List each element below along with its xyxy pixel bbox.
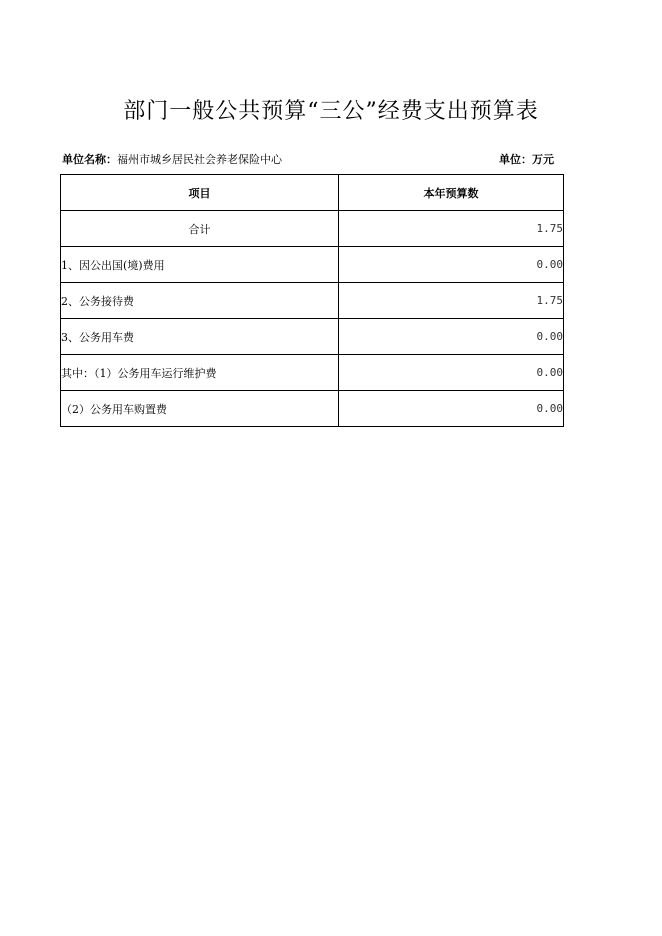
row-value-vehicle-maintenance: 0.00: [339, 355, 564, 391]
currency-unit: [499, 151, 554, 167]
table-row: [61, 391, 564, 427]
row-item-vehicle-purchase: （2）公务用车购置费: [61, 391, 339, 427]
budget-table: [60, 174, 564, 427]
row-value-reception: 1.75: [339, 283, 564, 319]
unit-name: [62, 151, 282, 167]
row-value-vehicle: 0.00: [339, 319, 564, 355]
table-header-row: [61, 175, 564, 211]
currency-unit-value: 万元: [532, 153, 554, 166]
row-item-reception: 2、公务接待费: [61, 283, 339, 319]
unit-name-value: 福州市城乡居民社会养老保险中心: [117, 153, 282, 166]
row-item-vehicle-maintenance: 其中：（1）公务用车运行维护费: [61, 355, 339, 391]
table-row: [61, 211, 564, 247]
row-value-overseas: 0.00: [339, 247, 564, 283]
column-header-item: 项目: [61, 175, 339, 211]
row-item-overseas: 1、因公出国(境)费用: [61, 247, 339, 283]
unit-name-label: 单位名称：: [62, 153, 117, 166]
table-row: [61, 283, 564, 319]
row-item-vehicle: 3、公务用车费: [61, 319, 339, 355]
table-row: [61, 319, 564, 355]
table-row: [61, 247, 564, 283]
row-item-total: 合计: [61, 211, 339, 247]
page-title: 部门一般公共预算“三公”经费支出预算表: [123, 99, 539, 124]
column-header-budget: 本年预算数: [339, 175, 564, 211]
row-value-total: 1.75: [339, 211, 564, 247]
row-value-vehicle-purchase: 0.00: [339, 391, 564, 427]
currency-unit-label: 单位：: [499, 153, 532, 166]
table-row: [61, 355, 564, 391]
